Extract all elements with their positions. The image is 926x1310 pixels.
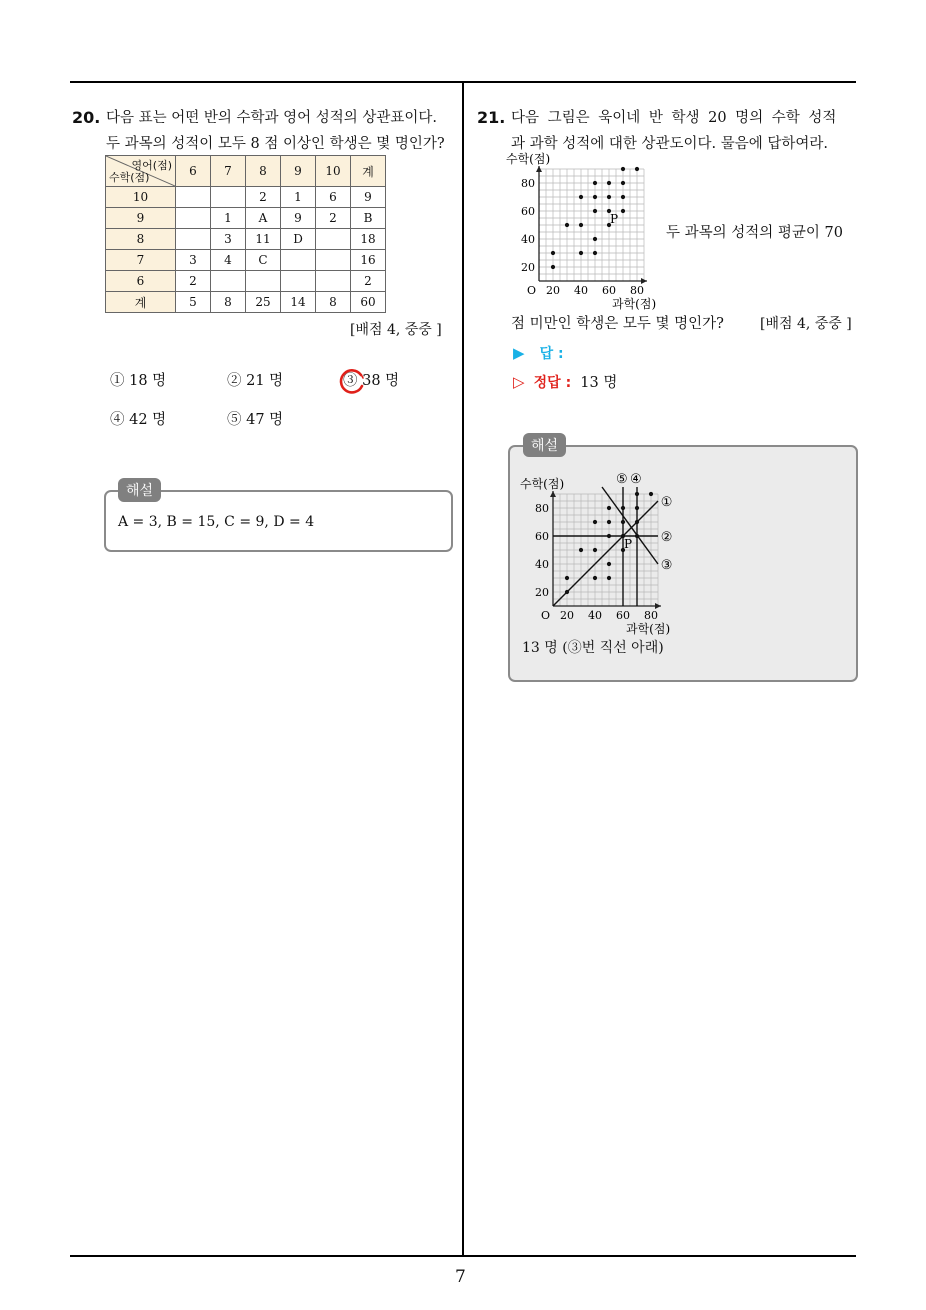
data-point [593,195,597,199]
data-point [565,576,569,580]
table-cell: 25 [246,292,281,313]
q21-text-line1: 다음 그림은 욱이네 반 학생 20 명의 수학 성적 [511,110,837,126]
table-cell [316,271,351,292]
table-cell [176,208,211,229]
row-header: 9 [106,208,176,229]
q20-explanation-tag: 해설 [118,478,161,502]
table-cell: 9 [281,208,316,229]
y-tick-label: 20 [535,586,549,599]
table-cell: 2 [246,187,281,208]
line-2-label: ② [660,530,673,545]
x-tick-label: 60 [602,284,616,297]
table-cell: 1 [211,208,246,229]
data-point [593,548,597,552]
choice-2[interactable]: ② 21 명 [227,373,284,389]
line-5-label: ⑤ [616,472,628,487]
column-header: 7 [211,156,246,187]
choice-5[interactable]: ⑤ 47 명 [227,412,284,428]
x-axis-label: 과학(점) [612,297,657,311]
data-point [593,576,597,580]
table-cell [211,187,246,208]
line-4-label: ④ [630,472,642,487]
column-divider [462,81,464,1257]
y-tick-label: 40 [535,558,549,571]
table-cell: 5 [176,292,211,313]
data-point [579,223,583,227]
table-cell: 2 [351,271,386,292]
table-cell [316,250,351,271]
data-point [551,265,555,269]
data-point [607,181,611,185]
table-cell: 4 [211,250,246,271]
line-1 [553,501,658,606]
data-point [593,520,597,524]
data-point [607,506,611,510]
q20-score-note: [배점 4, 중중 ] [350,322,442,338]
y-axis-label: 수학(점) [520,477,565,491]
data-point [621,520,625,524]
table-cell: A [246,208,281,229]
data-point [607,534,611,538]
data-point [579,195,583,199]
data-point [551,251,555,255]
table-cell: 8 [316,292,351,313]
data-point [579,251,583,255]
q21-explanation-text: 13 명 (③번 직선 아래) [522,640,664,656]
table-cell: 14 [281,292,316,313]
data-point [607,195,611,199]
footer-rule [70,1255,856,1257]
table-cell [176,187,211,208]
x-tick-label: 80 [630,284,644,297]
table-cell [281,250,316,271]
data-point [635,492,639,496]
column-header: 10 [316,156,351,187]
choice-3[interactable]: ③ 38 명 [343,373,400,389]
table-header-row [106,156,386,187]
table-cell [176,229,211,250]
x-axis-label: 과학(점) [626,622,671,636]
table-cell [246,271,281,292]
q20-explanation-text: A = 3, B = 15, C = 9, D = 4 [118,514,315,530]
table-cell: C [246,250,281,271]
answer-label: 답 : [539,346,564,362]
scatter-chart [505,152,665,312]
data-point [593,237,597,241]
x-tick-label: 60 [616,609,630,622]
table-cell: 60 [351,292,386,313]
table-row [106,187,386,208]
x-tick-label: 40 [588,609,602,622]
table-cell: 2 [316,208,351,229]
correct-label: 정답 : [533,375,572,391]
correct-value: 13 명 [580,375,618,391]
corner-bottom-label: 수학(점) [109,171,150,184]
table-total-row [106,292,386,313]
table-row [106,229,386,250]
row-header: 6 [106,271,176,292]
q20-text-line1: 다음 표는 어떤 반의 수학과 영어 성적의 상관표이다. [106,110,438,126]
y-axis-label: 수학(점) [506,152,551,166]
table-cell: B [351,208,386,229]
q20-number: 20. [72,108,101,127]
point-p-label: P [610,212,619,226]
q21-text-line3: 두 과목의 성적의 평균이 70 [666,225,843,241]
y-tick-label: 80 [521,177,535,190]
x-tick-label: 20 [560,609,574,622]
q20-text-line2: 두 과목의 성적이 모두 8 점 이상인 학생은 몇 명인가? [106,136,445,152]
table-row [106,250,386,271]
corner-top-label: 영어(점) [131,159,172,172]
y-tick-label: 20 [521,261,535,274]
table-row [106,208,386,229]
table-cell: 18 [351,229,386,250]
column-header-total: 계 [351,156,386,187]
point-p-label: P [624,537,633,551]
page-number: 7 [455,1267,466,1287]
table-cell: 9 [351,187,386,208]
data-point [593,181,597,185]
choice-4[interactable]: ④ 42 명 [110,412,167,428]
q21-number: 21. [477,108,506,127]
table-cell [281,271,316,292]
data-point [621,209,625,213]
data-point [565,590,569,594]
data-point [635,506,639,510]
table-cell: 3 [176,250,211,271]
column-header: 8 [246,156,281,187]
table-cell: 16 [351,250,386,271]
choice-1[interactable]: ① 18 명 [110,373,167,389]
row-header-total: 계 [106,292,176,313]
y-tick-label: 40 [521,233,535,246]
table-cell: 6 [316,187,351,208]
data-point [621,195,625,199]
answer-row [513,343,564,363]
table-corner [106,156,176,187]
table-cell: 3 [211,229,246,250]
data-point [579,548,583,552]
data-point [621,167,625,171]
data-point [565,223,569,227]
table-cell [211,271,246,292]
table-cell: 8 [211,292,246,313]
scatter-chart-with-lines [515,465,715,640]
q21-text-line4: 점 미만인 학생은 모두 몇 명인가? [511,316,724,332]
answer-arrow-icon: ▶ [513,344,525,362]
correlation-table [105,155,386,313]
correct-answer-row [513,371,617,392]
line-1-label: ① [660,495,673,510]
data-point [607,576,611,580]
x-tick-label: 20 [546,284,560,297]
table-cell: 1 [281,187,316,208]
row-header: 10 [106,187,176,208]
x-tick-label: 40 [574,284,588,297]
origin-label: O [527,284,537,297]
x-tick-label: 80 [644,609,658,622]
data-point [649,492,653,496]
column-header: 9 [281,156,316,187]
y-tick-label: 80 [535,502,549,515]
q21-text-line2: 과 과학 성적에 대한 상관도이다. 물음에 답하여라. [511,136,829,152]
data-point [593,209,597,213]
y-tick-label: 60 [521,205,535,218]
data-point [607,520,611,524]
data-point [593,251,597,255]
correct-arrow-icon: ▷ [513,373,525,391]
line-3-label: ③ [660,558,673,573]
origin-label: O [541,609,551,622]
q21-score-note: [배점 4, 중중 ] [760,316,852,332]
table-cell: 2 [176,271,211,292]
q21-explanation-tag: 해설 [523,433,566,457]
row-header: 7 [106,250,176,271]
data-point [635,534,639,538]
data-point [607,562,611,566]
data-point [621,506,625,510]
data-point [635,167,639,171]
table-cell [316,229,351,250]
row-header: 8 [106,229,176,250]
selected-answer-mark [336,366,366,396]
column-header: 6 [176,156,211,187]
table-row [106,271,386,292]
table-cell: D [281,229,316,250]
y-tick-label: 60 [535,530,549,543]
data-point [621,181,625,185]
table-cell: 11 [246,229,281,250]
data-point [635,520,639,524]
